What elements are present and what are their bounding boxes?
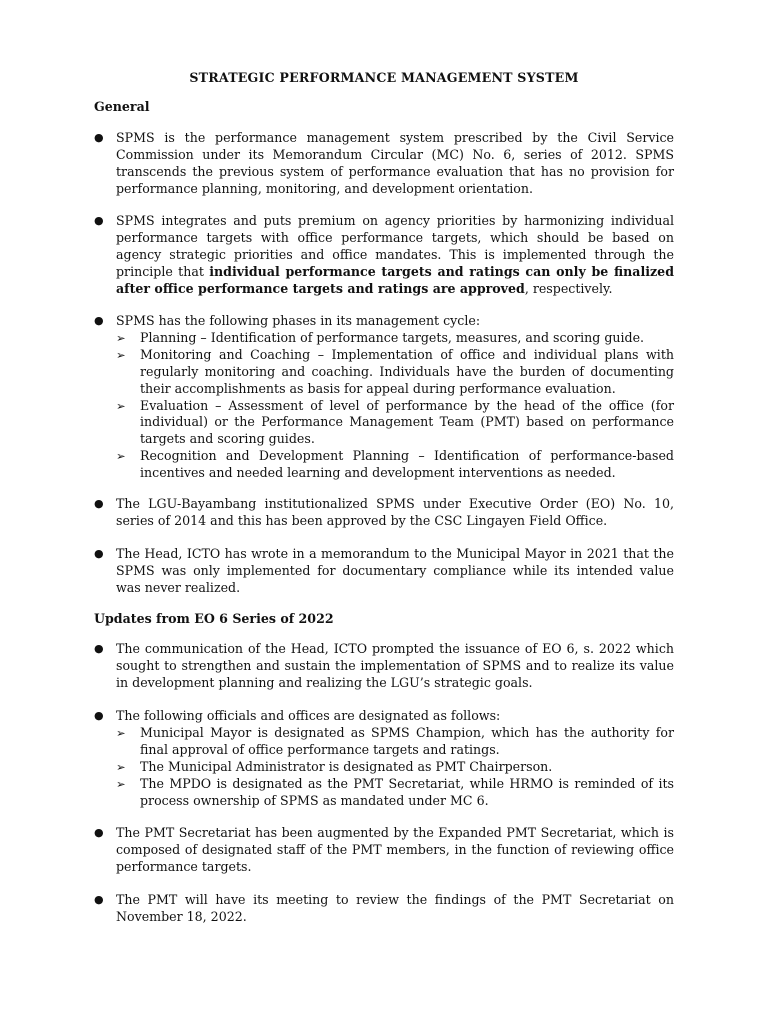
- sub-list-item: [116, 398, 674, 449]
- section-heading-general: General: [94, 99, 150, 114]
- bullet-text: SPMS is the performance management system prescribed by the Civil Service Commission under its Memorandum Circular (MC) No. 6, series of 2012. SPMS transcends the previous system of performance evaluation that has no provision for performance planning, monitoring, and development orientation.: [116, 130, 674, 196]
- bullet-text: The following officials and offices are designated as follows:: [116, 708, 501, 723]
- bullet-item: [94, 892, 674, 926]
- bullet-text-part: SPMS integrates and puts premium on agency priorities by harmonizing individual performance targets with office performance targets, which should be based on agency strategic priorities and office mandates. This is implemented through the principle that: [116, 213, 674, 279]
- arrow-bullet-icon: ➢: [116, 347, 126, 362]
- sub-list: [116, 330, 674, 482]
- sub-list-item-text: Monitoring and Coaching – Implementation of office and individual plans with regularly monitoring and coaching. Individuals have the burden of documenting their accomplishments as basis for appeal during performance evaluation.: [140, 346, 674, 396]
- bullet-item: [94, 546, 674, 597]
- bullet-item: [94, 825, 674, 876]
- sub-list-item: [116, 725, 674, 759]
- document-title: STRATEGIC PERFORMANCE MANAGEMENT SYSTEM: [189, 70, 579, 85]
- bullet-text-part: , respectively.: [524, 280, 613, 296]
- sub-list-item: [116, 347, 674, 398]
- bullet-item: [94, 313, 674, 482]
- bullet-text: The communication of the Head, ICTO prompted the issuance of EO 6, s. 2022 which sought to strengthen and sustain the implementation of SPMS and to realize its value in development planning and realizing the LGU’s strategic goals.: [116, 641, 674, 690]
- bullet-item: [94, 641, 674, 692]
- sub-list: [116, 725, 674, 810]
- sub-list-item-text: Recognition and Development Planning – Identification of performance-based incentives and needed learning and development interventions as needed.: [140, 448, 674, 481]
- bullet-item: [94, 708, 674, 809]
- bullet-text: [116, 213, 674, 298]
- bullet-text: The PMT will have its meeting to review the findings of the PMT Secretariat on November 18, 2022.: [116, 892, 674, 924]
- bullet-icon: ●: [94, 826, 104, 839]
- bullet-icon: ●: [94, 314, 104, 327]
- bullet-icon: ●: [94, 709, 104, 722]
- sub-list-item-text: The MPDO is designated as the PMT Secretariat, while HRMO is reminded of its process ownership of SPMS as mandated under MC 6.: [140, 775, 674, 808]
- sub-list-item: [116, 759, 674, 776]
- arrow-bullet-icon: ➢: [116, 398, 126, 413]
- sub-list-item-text: Planning – Identification of performance targets, measures, and scoring guide.: [140, 329, 645, 345]
- sub-list-item: [116, 776, 674, 810]
- bullet-text: SPMS has the following phases in its management cycle:: [116, 313, 481, 328]
- bullet-icon: ●: [94, 642, 104, 655]
- bullet-text: The PMT Secretariat has been augmented by the Expanded PMT Secretariat, which is composed of designated staff of the PMT members, in the function of reviewing office performance targets.: [116, 825, 674, 874]
- bullet-icon: ●: [94, 547, 104, 560]
- bullet-text: The LGU-Bayambang institutionalized SPMS under Executive Order (EO) No. 10, series of 2014 and this has been approved by the CSC Lingayen Field Office.: [116, 496, 674, 528]
- sub-list-item: [116, 330, 674, 347]
- bullet-text-emphasis: individual performance targets and ratings can only be finalized after office performance targets and ratings are approved: [116, 263, 674, 296]
- bullet-icon: ●: [94, 214, 104, 227]
- arrow-bullet-icon: ➢: [116, 449, 126, 464]
- sub-list-item-text: Evaluation – Assessment of level of performance by the head of the office (for individual) or the Performance Management Team (PMT) based on performance targets and scoring guides.: [140, 397, 674, 447]
- arrow-bullet-icon: ➢: [116, 776, 126, 791]
- bullet-icon: ●: [94, 893, 104, 906]
- bullet-text: The Head, ICTO has wrote in a memorandum to the Municipal Mayor in 2021 that the SPMS was only implemented for documentary compliance while its intended value was never realized.: [116, 546, 674, 595]
- bullet-item: [94, 496, 674, 530]
- arrow-bullet-icon: ➢: [116, 330, 126, 345]
- arrow-bullet-icon: ➢: [116, 759, 126, 774]
- section-heading-updates: Updates from EO 6 Series of 2022: [94, 611, 334, 626]
- sub-list-item: [116, 448, 674, 482]
- arrow-bullet-icon: ➢: [116, 725, 126, 740]
- bullet-item: [94, 213, 674, 298]
- bullet-item: [94, 130, 674, 198]
- bullet-icon: ●: [94, 131, 104, 144]
- sub-list-item-text: Municipal Mayor is designated as SPMS Champion, which has the authority for final approval of office performance targets and ratings.: [140, 724, 674, 757]
- sub-list-item-text: The Municipal Administrator is designated as PMT Chairperson.: [140, 758, 553, 774]
- bullet-icon: ●: [94, 497, 104, 510]
